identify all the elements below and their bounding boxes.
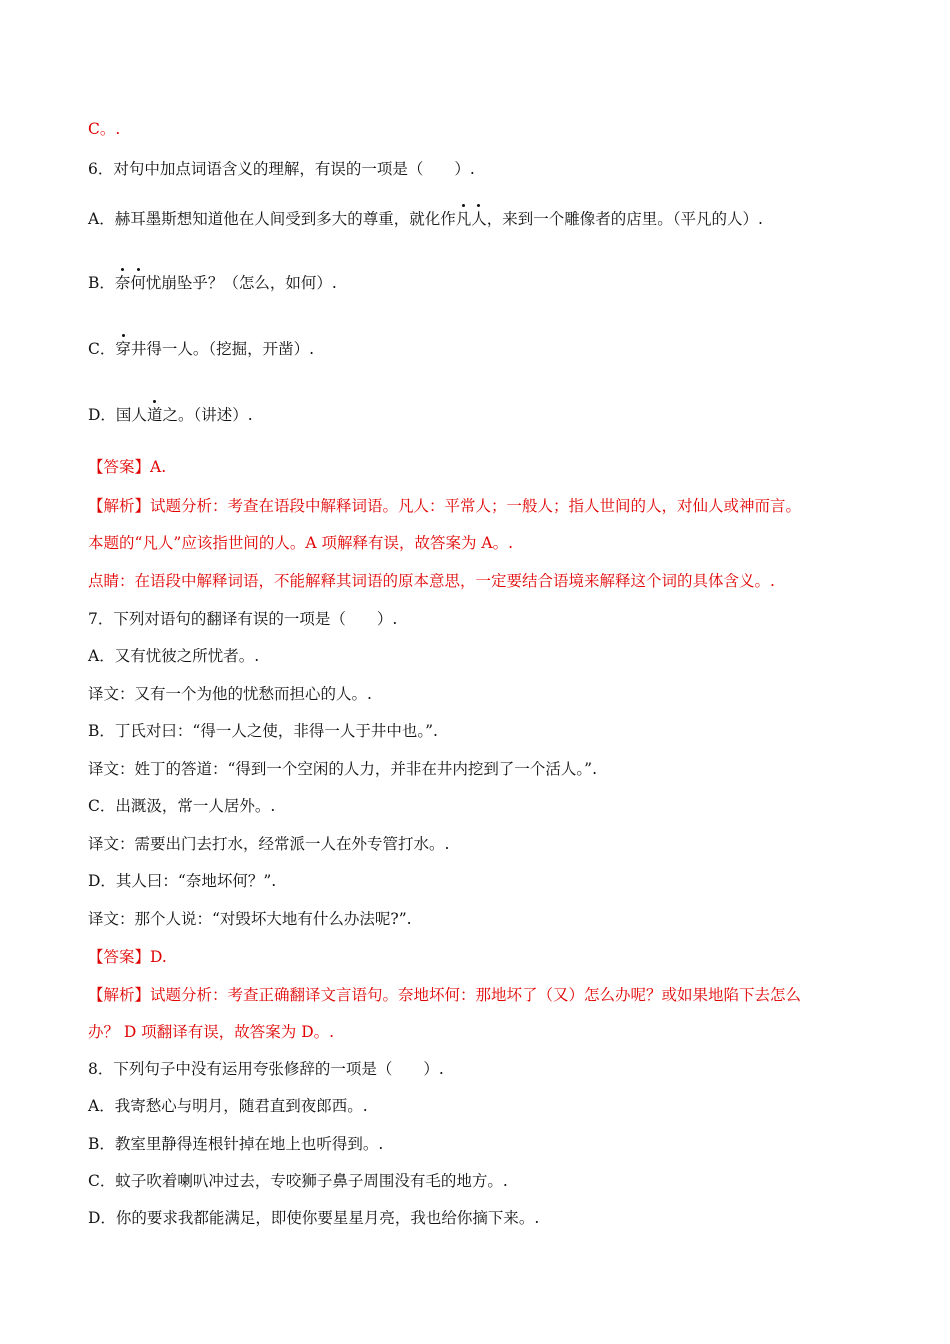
question-6-option-b xyxy=(88,272,870,294)
option-text: ，来到一个雕像者的店里。（平凡的人）. xyxy=(486,210,763,228)
question-7-option-b-translation: 译文：姓丁的答道：“得到一个空闲的人力，并非在井内挖到了一个活人。”. xyxy=(88,760,598,778)
option-text: 之。（讲述）. xyxy=(162,406,253,424)
option-text: D．国人 xyxy=(88,406,147,424)
question-7-option-a: A．又有忧彼之所忧者。. xyxy=(88,647,260,665)
question-8-option-b: B．教室里静得连根针掉在地上也听得到。. xyxy=(88,1135,384,1153)
question-6-option-a xyxy=(88,208,870,230)
question-7: 7．下列对语句的翻译有误的一项是（ ）. xyxy=(88,610,398,628)
explanation-6-line-2: 本题的“凡人”应该指世间的人。A 项解释有误，故答案为 A。. xyxy=(88,534,514,552)
question-6-option-d xyxy=(88,404,870,426)
question-7-option-c-translation: 译文：需要出门去打水，经常派一人在外专管打水。. xyxy=(88,835,450,853)
option-label: C． xyxy=(88,340,116,358)
question-7-option-d-translation: 译文：那个人说：“对毁坏大地有什么办法呢?”. xyxy=(88,910,412,928)
emphasis-char: 奈 xyxy=(114,274,131,292)
question-8-option-c: C．蚊子吹着喇叭冲过去，专咬狮子鼻子周围没有毛的地方。. xyxy=(88,1172,508,1190)
question-7-option-d: D．其人曰：“奈地坏何？”. xyxy=(88,872,277,890)
explanation-6-line-1: 【解析】试题分析：考查在语段中解释词语。凡人：平常人；一般人；指人世间的人，对仙人或神而言。 xyxy=(88,497,802,515)
emphasis-char: 何 xyxy=(130,274,146,292)
question-6-option-c xyxy=(88,338,870,360)
question-7-option-b: B．丁氏对曰：“得一人之使，非得一人于井中也。”. xyxy=(88,722,438,740)
explanation-7-line-1: 【解析】试题分析：考查正确翻译文言语句。奈地坏何：那地坏了（又）怎么办呢？或如果地陷下去怎么 xyxy=(88,986,802,1004)
question-7-option-c: C．出溉汲，常一人居外。. xyxy=(88,797,276,815)
answer-7: 【答案】D. xyxy=(88,948,167,966)
emphasis-char: 道 xyxy=(146,406,163,424)
question-8-option-d: D．你的要求我都能满足，即使你要星星月亮，我也给你摘下来。. xyxy=(88,1209,540,1227)
emphasis-char: 穿 xyxy=(115,340,131,358)
question-8-option-a: A．我寄愁心与明月，随君直到夜郎西。. xyxy=(88,1097,368,1115)
answer-6: 【答案】A. xyxy=(88,458,167,476)
tip-6: 点睛：在语段中解释词语，不能解释其词语的原本意思，一定要结合语境来解释这个词的具体含义。. xyxy=(88,572,775,590)
explanation-7-line-2: 办？ D 项翻译有误，故答案为 D。. xyxy=(88,1023,335,1041)
question-8: 8．下列句子中没有运用夸张修辞的一项是（ ）. xyxy=(88,1060,444,1078)
option-label: B． xyxy=(88,274,115,292)
emphasis-char: 人 xyxy=(471,210,487,228)
question-7-option-a-translation: 译文：又有一个为他的忧愁而担心的人。. xyxy=(88,685,372,703)
emphasis-char: 凡 xyxy=(455,210,472,228)
option-text: A．赫耳墨斯想知道他在人间受到多大的尊重，就化作 xyxy=(88,210,456,228)
option-text: 井得一人。（挖掘，开凿）. xyxy=(130,340,315,358)
option-text: 忧崩坠乎？（怎么，如何）. xyxy=(145,274,337,292)
question-6: 6．对句中加点词语含义的理解，有误的一项是（ ）. xyxy=(88,160,475,178)
previous-answer-fragment: C。. xyxy=(88,120,121,138)
